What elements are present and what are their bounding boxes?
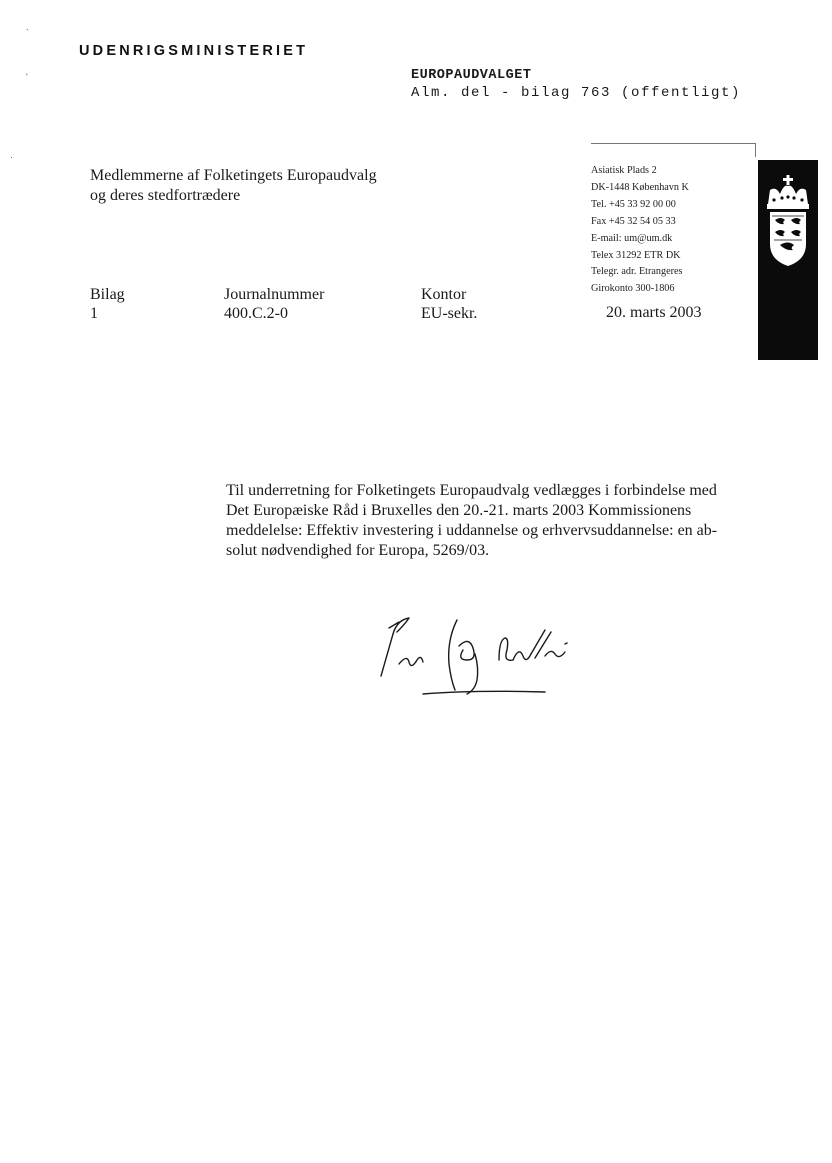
sender-address xyxy=(591,163,689,298)
ministry-name: UDENRIGSMINISTERIET xyxy=(79,43,309,59)
address-telex: Telex 31292 ETR DK xyxy=(591,249,681,261)
margin-mark: ` xyxy=(26,28,29,38)
address-fax: Fax +45 32 54 05 33 xyxy=(591,215,676,227)
body-line: Det Europæiske Råd i Bruxelles den 20.-21. marts 2003 Kommissionens xyxy=(226,502,692,519)
body-line: Til underretning for Folketingets Europaudvalg vedlægges i forbindelse med xyxy=(226,482,717,499)
address-rule xyxy=(591,143,756,144)
journal-value: 400.C.2-0 xyxy=(224,305,288,322)
address-city: DK-1448 København K xyxy=(591,181,689,193)
kontor-label: Kontor xyxy=(421,286,467,303)
document-stamp: Alm. del - bilag 763 (offentligt) xyxy=(411,85,742,101)
margin-mark: ' xyxy=(26,72,28,82)
address-email: E-mail: um@um.dk xyxy=(591,232,673,244)
recipient-line: og deres stedfortrædere xyxy=(90,187,241,204)
royal-coat-of-arms-icon xyxy=(758,160,818,270)
letter-date: 20. marts 2003 xyxy=(606,304,702,321)
margin-mark: · xyxy=(10,152,13,162)
bilag-label: Bilag xyxy=(90,286,125,303)
kontor-value: EU-sekr. xyxy=(421,305,478,322)
recipient-block xyxy=(90,166,377,206)
address-telegr: Telegr. adr. Etrangeres xyxy=(591,266,683,278)
bilag-value: 1 xyxy=(90,305,98,322)
address-giro: Girokonto 300-1806 xyxy=(591,283,675,295)
journal-label: Journalnummer xyxy=(224,286,325,303)
address-rule xyxy=(755,143,756,157)
address-street: Asiatisk Plads 2 xyxy=(591,165,657,176)
address-tel: Tel. +45 33 92 00 00 xyxy=(591,198,676,210)
signature-block xyxy=(375,610,585,705)
body-line: solut nødvendighed for Europa, 5269/03. xyxy=(226,542,490,559)
crest-bar xyxy=(758,160,818,360)
letter-body xyxy=(226,481,766,561)
recipient-line: Medlemmerne af Folketingets Europaudvalg xyxy=(90,167,377,184)
committee-heading: EUROPAUDVALGET xyxy=(411,68,532,83)
handwritten-signature-icon xyxy=(375,610,585,700)
body-line: meddelelse: Effektiv investering i uddannelse og erhvervsuddannelse: en ab- xyxy=(226,522,718,539)
